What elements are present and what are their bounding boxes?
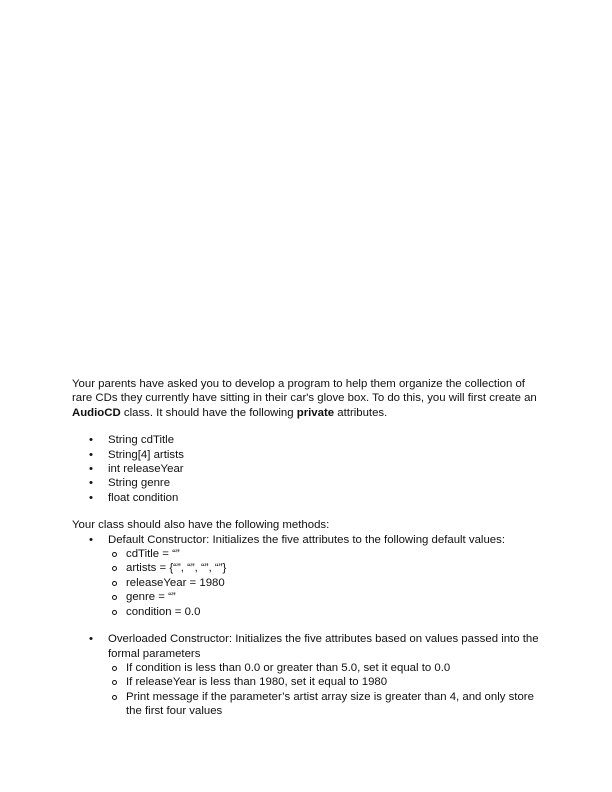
private-keyword: private (296, 406, 335, 419)
methods-intro: Your class should also have the following methods: (72, 519, 330, 532)
method-label: Overloaded Constructor: Initializes the five attributes based on values passed into the formal parameters (108, 633, 539, 660)
intro-paragraph: Your parents have asked you to develop a program to help them organize the collection of rare CDs they currently have sitting in their car's glove box. To do this, you will first create an AudioCD class. It should have the following private attributes. (72, 378, 537, 419)
class-name: AudioCD (72, 406, 121, 419)
method-label: Default Constructor: Initializes the five attributes to the following default values: (108, 533, 505, 546)
list-item: • String cdTitle (72, 433, 544, 447)
list-item: If condition is less than 0.0 or greater than 5.0, set it equal to 0.0 (108, 661, 544, 675)
method-overloaded-constructor (72, 632, 544, 718)
list-item: • int releaseYear (72, 462, 544, 476)
list-item: Print message if the parameter’s artist array size is greater than 4, and only store the first four values (108, 690, 544, 719)
list-item: genre = “” (108, 590, 544, 604)
list-item: cdTitle = “” (108, 547, 544, 561)
document-body (72, 377, 544, 719)
attribute-list (72, 433, 544, 505)
method-list (72, 533, 544, 719)
list-item: artists = {“”, “”, “”, “”} (108, 561, 544, 575)
list-item: • float condition (72, 491, 544, 505)
overloaded-rules-list (108, 661, 544, 719)
list-item: • String[4] artists (72, 448, 544, 462)
list-item: If releaseYear is less than 1980, set it equal to 1980 (108, 675, 544, 689)
method-default-constructor (72, 533, 544, 632)
default-values-list (108, 547, 544, 619)
list-item: • String genre (72, 476, 544, 490)
list-item: condition = 0.0 (108, 605, 544, 619)
list-item: releaseYear = 1980 (108, 576, 544, 590)
